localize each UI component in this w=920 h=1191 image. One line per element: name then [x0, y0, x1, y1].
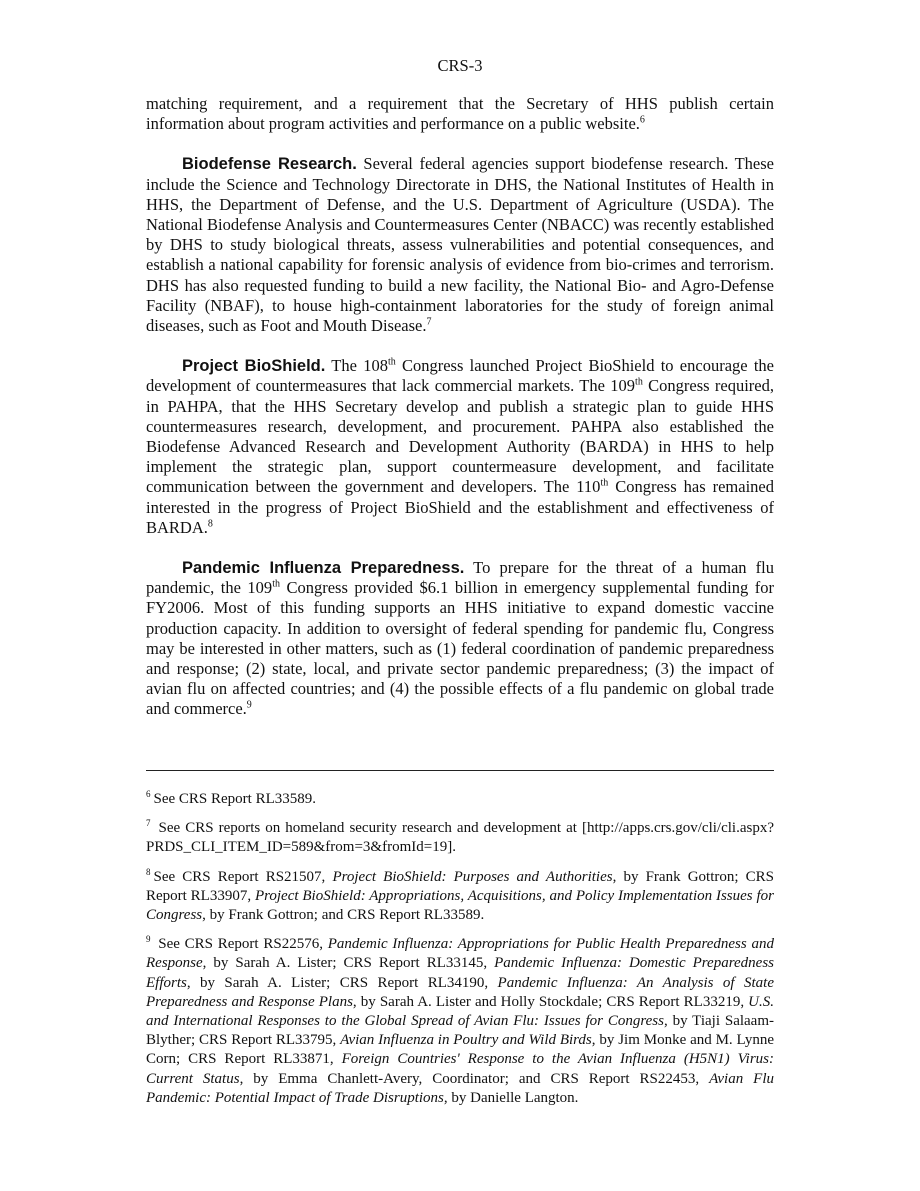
report-title: Avian Influenza in Poultry and Wild Birds: [340, 1032, 592, 1049]
footnote-divider: [146, 770, 774, 771]
footnote-number: 6: [146, 789, 151, 799]
ordinal-suffix: th: [387, 356, 396, 368]
footnote-number: 7: [146, 818, 151, 829]
footnote-text: , by Sarah A. Lister; CRS Report RL34190,: [186, 974, 498, 991]
report-title: Project BioShield: Appropriations, Acquisitions, and Policy Implementation Issues for Congress: [146, 887, 774, 924]
paragraph-pandemic-influenza: [146, 558, 774, 720]
paragraph-text: matching requirement, and a requirement that the Secretary of HHS publish certain information about program activities and performance on a public website.: [146, 94, 774, 134]
footnote-text: , by Sarah A. Lister and Holly Stockdale; CRS Report RL33219,: [352, 993, 749, 1010]
paragraph-text: Congress has remained interested in the progress of Project BioShield and the establishment and effectiveness of BARDA.: [146, 477, 774, 537]
paragraph-text: Congress provided $6.1 billion in emergency supplemental funding for FY2006. Most of this funding supports an HHS initiative to expand domestic vaccine production capacity. In addition to oversight of federal spending for pandemic flu, Congress may be interested in other matters, such as (1) federal coordination of pandemic preparedness and response; (2) state, local, and private sector pandemic preparedness; (3) the impact of avian flu on affected countries; and (4) the possible effects of a flu pandemic on global trade and commerce.: [146, 578, 774, 719]
footnote-link-text[interactable]: See CRS reports on homeland security research and development at [http://apps.crs.gov/cli/cli.aspx?PRDS_CLI_ITEM_ID=589&from=3&fromId=19].: [146, 820, 774, 856]
footnote-text: , by Emma Chanlett-Avery, Coordinator; and CRS Report RS22453,: [239, 1070, 710, 1087]
paragraph-text: To prepare for the threat of a human flu pandemic, the 109: [146, 558, 774, 598]
footnote-number: 9: [146, 934, 151, 945]
paragraph-text: Several federal agencies support biodefense research. These include the Science and Technology Directorate in DHS, the National Institutes of Health in HHS, the Department of Defense, and the U.S. Department of Agriculture (USDA). The National Biodefense Analysis and Countermeasures Center (NBACC) was recently established by DHS to study biological threats, assess vulnerabilities and potential consequences, and establish a national capability for forensic analysis of evidence from bio-crimes and terrorism. DHS has also requested funding to build a new facility, the National Bio- and Agro-Defense Facility (NBAF), to house high-containment laboratories for the study of foreign animal diseases, such as Foot and Mouth Disease.: [146, 154, 774, 336]
footnote-8: [146, 868, 774, 926]
ordinal-suffix: th: [635, 376, 643, 388]
section-heading: Project BioShield.: [182, 357, 326, 376]
footnote-ref[interactable]: 7: [426, 316, 432, 328]
footnote-text: , by Frank Gottron; and CRS Report RL33589.: [202, 907, 485, 924]
footnote-text: , by Sarah A. Lister; CRS Report RL33145,: [202, 955, 495, 972]
paragraph-continuation: [146, 94, 774, 134]
footnote-text: , by Danielle Langton.: [443, 1089, 579, 1106]
section-heading: Pandemic Influenza Preparedness.: [182, 559, 465, 578]
footnote-ref[interactable]: 9: [246, 699, 252, 711]
footnotes-section: [146, 790, 774, 1118]
report-title: Project BioShield: Purposes and Authorities: [332, 868, 613, 885]
ordinal-suffix: th: [272, 578, 280, 590]
ordinal-suffix: th: [600, 477, 609, 489]
page-number: CRS-3: [437, 56, 483, 75]
footnote-6: [146, 790, 774, 809]
footnote-7: [146, 819, 774, 857]
footnote-text: , by Jim Monke and M. Lynne Corn; CRS Report RL33871,: [146, 1032, 774, 1068]
report-title: Foreign Countries' Response to the Avian Influenza (H5N1) Virus: Current Status: [146, 1051, 774, 1087]
footnote-text: , by Tiaji Salaam-Blyther; CRS Report RL33795,: [146, 1013, 775, 1049]
footnote-text: See CRS Report RL33589.: [153, 791, 317, 807]
footnote-ref[interactable]: 6: [639, 114, 645, 126]
footnote-text: , by Frank Gottron; CRS Report RL33907,: [146, 868, 775, 904]
paragraph-biodefense-research: [146, 154, 774, 336]
main-body: [146, 94, 774, 740]
report-title: Pandemic Influenza: Appropriations for Public Health Preparedness and Response: [146, 936, 774, 972]
footnote-number: 8: [146, 866, 151, 877]
paragraph-text: The 108: [325, 356, 388, 376]
paragraph-text: Congress launched Project BioShield to encourage the development of countermeasures that lack commercial markets. The 109: [146, 356, 775, 396]
report-title: Avian Flu Pandemic: Potential Impact of Trade Disruptions: [146, 1070, 774, 1106]
footnote-ref[interactable]: 8: [207, 518, 213, 530]
paragraph-project-bioshield: [146, 356, 774, 538]
footnote-text: See CRS Report RS21507,: [153, 868, 333, 885]
footnote-9: [146, 935, 774, 1108]
section-heading: Biodefense Research.: [182, 155, 357, 174]
report-title: U.S. and International Responses to the Global Spread of Avian Flu: Issues for Congress: [146, 993, 774, 1030]
report-title: Pandemic Influenza: Domestic Preparedness Efforts: [146, 955, 774, 991]
paragraph-text: Congress required, in PAHPA, that the HHS Secretary develop and publish a strategic plan to guide HHS countermeasures research, development, and procurement. PAHPA also established the Biodefense Advanced Research and Development Authority (BARDA) in HHS to help implement the strategic plan, support countermeasure development, and facilitate communication between the government and developers. The 110: [146, 376, 774, 497]
footnote-text: See CRS Report RS22576,: [153, 936, 328, 953]
report-title: Pandemic Influenza: An Analysis of State Preparedness and Response Plans: [146, 974, 774, 1010]
